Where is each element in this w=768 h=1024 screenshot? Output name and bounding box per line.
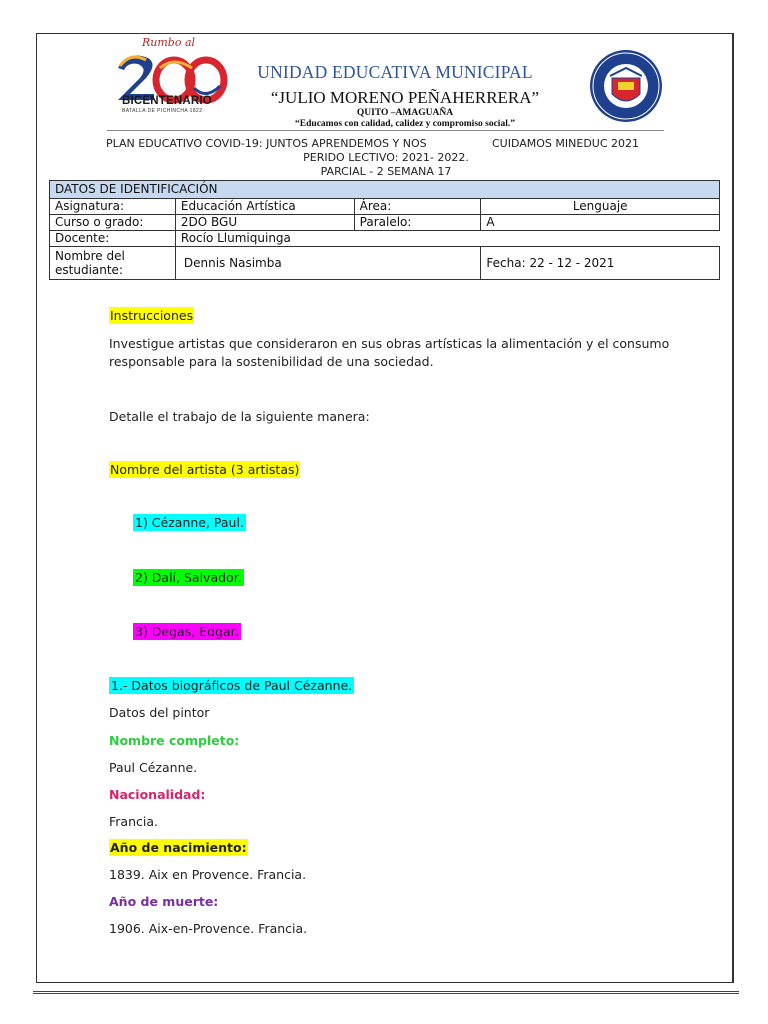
logo-caption: BICENTENARIO: [122, 95, 212, 107]
nacimiento-value: 1839. Aix en Provence. Francia.: [109, 867, 307, 882]
bio-heading: 1.- Datos biográficos de Paul Cézanne.: [111, 678, 353, 693]
school-title: UNIDAD EDUCATIVA MUNICIPAL: [257, 62, 533, 82]
table-section-header: [50, 181, 720, 199]
parcial-semana: PARCIAL - 2 SEMANA 17: [320, 165, 452, 178]
artist-item: 1) Cézanne, Paul.: [135, 515, 244, 530]
paralelo-label: Paralelo:: [354, 215, 481, 231]
logo-subcaption: BATALLA DE PICHINCHA 1822: [122, 108, 203, 114]
instrucciones-line-1: Investigue artistas que consideraron en sus obras artísticas la alimentación y el consumo: [109, 336, 670, 351]
datos-pintor: Datos del pintor: [109, 705, 210, 720]
asignatura-label: Asignatura:: [50, 199, 176, 215]
bottom-rule: [33, 991, 739, 994]
nombre-value: Paul Cézanne.: [109, 760, 198, 775]
nacionalidad-label: Nacionalidad:: [109, 787, 206, 802]
artist-item: 3) Degas, Edgar.: [135, 624, 239, 639]
plan-title-right: CUIDAMOS MINEDUC 2021: [492, 137, 640, 150]
periodo-lectivo: PERIDO LECTIVO: 2021- 2022.: [303, 151, 469, 164]
identification-table: [49, 180, 720, 280]
estudiante-value: Dennis Nasimba: [175, 247, 481, 280]
artistas-heading: Nombre del artista (3 artistas): [110, 462, 300, 477]
area-value: Lenguaje: [481, 199, 720, 215]
muerte-value: 1906. Aix-en-Provence. Francia.: [109, 921, 308, 936]
instrucciones-line-2: responsable para la sostenibilidad de una sociedad.: [109, 354, 434, 369]
estudiante-label: [50, 247, 176, 280]
estudiante-label-line2: estudiante:: [55, 263, 123, 277]
nombre-label: Nombre completo:: [109, 733, 240, 748]
school-name: “JULIO MORENO PEÑAHERRERA”: [270, 88, 540, 107]
school-motto: “Educamos con calidad, calidez y compromiso social.”: [295, 119, 515, 129]
area-label: Área:: [354, 199, 481, 215]
school-seal-icon: [588, 48, 664, 124]
curso-label: Curso o grado:: [50, 215, 176, 231]
table-row: [50, 231, 720, 247]
header-rule: [107, 130, 664, 131]
muerte-label: Año de muerte:: [109, 894, 219, 909]
fecha-value: Fecha: 22 - 12 - 2021: [481, 247, 720, 280]
estudiante-label-line1: Nombre del: [55, 249, 125, 263]
logo-signature: Rumbo al: [142, 36, 196, 49]
section-title: DATOS DE IDENTIFICACIÓN: [50, 181, 720, 199]
asignatura-value: Educación Artística: [175, 199, 354, 215]
docente-value: Rocío Llumiquinga: [175, 231, 719, 247]
docente-label: Docente:: [50, 231, 176, 247]
paralelo-value: A: [481, 215, 720, 231]
curso-value: 2DO BGU: [175, 215, 354, 231]
artist-item: 2) Dalí, Salvador.: [135, 570, 242, 585]
table-row: [50, 215, 720, 231]
table-row: [50, 199, 720, 215]
instrucciones-title: Instrucciones: [110, 308, 194, 323]
table-row: [50, 247, 720, 280]
nacionalidad-value: Francia.: [109, 814, 158, 829]
nacimiento-label: Año de nacimiento:: [110, 840, 247, 855]
detalle-text: Detalle el trabajo de la siguiente manera:: [109, 409, 370, 424]
school-location: QUITO –AMAGUAÑA: [356, 108, 454, 118]
plan-title-left: PLAN EDUCATIVO COVID-19: JUNTOS APRENDEMOS Y NOS: [106, 137, 427, 150]
